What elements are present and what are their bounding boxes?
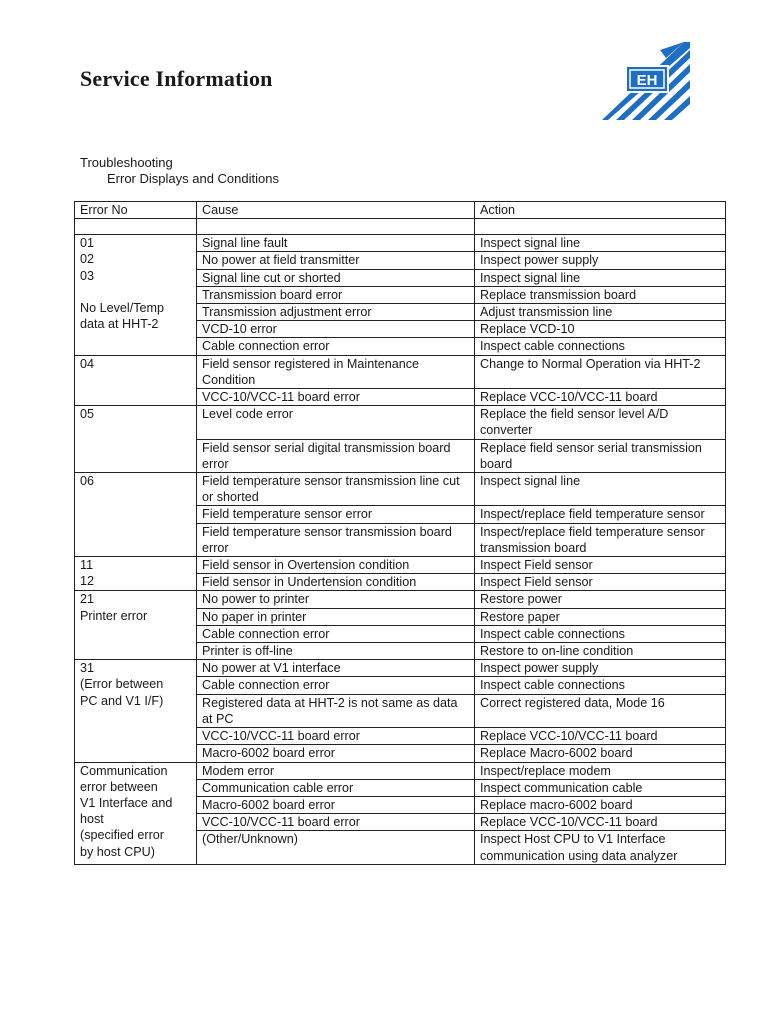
action-cell: Correct registered data, Mode 16 [475, 694, 726, 727]
action-cell: Inspect power supply [475, 660, 726, 677]
action-cell: Adjust transmission line [475, 304, 726, 321]
cause-cell: Cable connection error [197, 625, 475, 642]
action-cell: Replace VCC-10/VCC-11 board [475, 814, 726, 831]
action-cell: Inspect power supply [475, 252, 726, 269]
cause-cell: No power at V1 interface [197, 660, 475, 677]
action-cell: Replace transmission board [475, 286, 726, 303]
table-row [75, 660, 726, 677]
error-no-cell: Communication error between V1 Interface and host (specified error by host CPU) [75, 762, 197, 864]
action-cell: Inspect signal line [475, 235, 726, 252]
action-cell: Change to Normal Operation via HHT-2 [475, 355, 726, 388]
action-cell: Restore power [475, 591, 726, 608]
error-no-cell: 21 Printer error [75, 591, 197, 660]
table-header-row [75, 202, 726, 219]
cause-cell: Transmission adjustment error [197, 304, 475, 321]
cause-cell: No power at field transmitter [197, 252, 475, 269]
action-cell: Inspect/replace field temperature sensor [475, 506, 726, 523]
action-cell: Inspect cable connections [475, 625, 726, 642]
error-table [74, 201, 726, 865]
action-cell: Replace VCC-10/VCC-11 board [475, 728, 726, 745]
cause-cell: No paper in printer [197, 608, 475, 625]
header-cause: Cause [197, 202, 475, 219]
cause-cell: Field sensor in Undertension condition [197, 574, 475, 591]
action-cell: Replace VCC-10/VCC-11 board [475, 389, 726, 406]
action-cell: Inspect/replace field temperature sensor transmission board [475, 523, 726, 556]
action-cell: Inspect Field sensor [475, 574, 726, 591]
cause-cell: Communication cable error [197, 779, 475, 796]
cause-cell: Field temperature sensor error [197, 506, 475, 523]
action-cell: Inspect signal line [475, 473, 726, 506]
cause-cell: Field sensor in Overtension condition [197, 557, 475, 574]
action-cell: Inspect signal line [475, 269, 726, 286]
cause-cell: Macro-6002 board error [197, 796, 475, 813]
action-cell: Restore paper [475, 608, 726, 625]
cause-cell: VCC-10/VCC-11 board error [197, 389, 475, 406]
table-blank-row [75, 219, 726, 235]
header-error-no: Error No [75, 202, 197, 219]
cause-cell: Printer is off-line [197, 643, 475, 660]
error-no-cell: 11 12 [75, 557, 197, 591]
action-cell: Inspect communication cable [475, 779, 726, 796]
cause-cell: Level code error [197, 406, 475, 439]
action-cell: Inspect/replace modem [475, 762, 726, 779]
section-heading: Troubleshooting [80, 155, 173, 170]
cause-cell: Macro-6002 board error [197, 745, 475, 762]
cause-cell: Registered data at HHT-2 is not same as data at PC [197, 694, 475, 727]
cause-cell: (Other/Unknown) [197, 831, 475, 864]
page-title: Service Information [80, 66, 273, 91]
table-row [75, 235, 726, 252]
table-row [75, 355, 726, 388]
action-cell: Replace Macro-6002 board [475, 745, 726, 762]
cause-cell: Cable connection error [197, 677, 475, 694]
logo-text: EH [636, 72, 658, 89]
error-no-cell: 06 [75, 473, 197, 557]
cause-cell: Transmission board error [197, 286, 475, 303]
cause-cell: Field temperature sensor transmission board error [197, 523, 475, 556]
section-subheading: Error Displays and Conditions [107, 171, 279, 186]
cause-cell: Field sensor registered in Maintenance Condition [197, 355, 475, 388]
action-cell: Replace VCD-10 [475, 321, 726, 338]
endress-hauser-logo-icon [600, 40, 690, 122]
action-cell: Replace field sensor serial transmission board [475, 439, 726, 472]
cause-cell: Signal line fault [197, 235, 475, 252]
action-cell: Replace macro-6002 board [475, 796, 726, 813]
action-cell: Replace the field sensor level A/D converter [475, 406, 726, 439]
cause-cell: Signal line cut or shorted [197, 269, 475, 286]
cause-cell: VCD-10 error [197, 321, 475, 338]
header-action: Action [475, 202, 726, 219]
cause-cell: Field temperature sensor transmission line cut or shorted [197, 473, 475, 506]
cause-cell: Cable connection error [197, 338, 475, 355]
action-cell: Inspect cable connections [475, 677, 726, 694]
cause-cell: Modem error [197, 762, 475, 779]
table-row [75, 591, 726, 608]
cause-cell: Field sensor serial digital transmission board error [197, 439, 475, 472]
table-row [75, 762, 726, 779]
action-cell: Inspect Field sensor [475, 557, 726, 574]
error-no-cell: 31 (Error between PC and V1 I/F) [75, 660, 197, 762]
table-row [75, 406, 726, 439]
table-row [75, 473, 726, 506]
action-cell: Inspect cable connections [475, 338, 726, 355]
cause-cell: VCC-10/VCC-11 board error [197, 728, 475, 745]
cause-cell: VCC-10/VCC-11 board error [197, 814, 475, 831]
table-row [75, 557, 726, 574]
action-cell: Inspect Host CPU to V1 Interface communication using data analyzer [475, 831, 726, 864]
error-no-cell: 05 [75, 406, 197, 473]
cause-cell: No power to printer [197, 591, 475, 608]
action-cell: Restore to on-line condition [475, 643, 726, 660]
error-no-cell: 01 02 03 No Level/Temp data at HHT-2 [75, 235, 197, 355]
error-no-cell: 04 [75, 355, 197, 406]
